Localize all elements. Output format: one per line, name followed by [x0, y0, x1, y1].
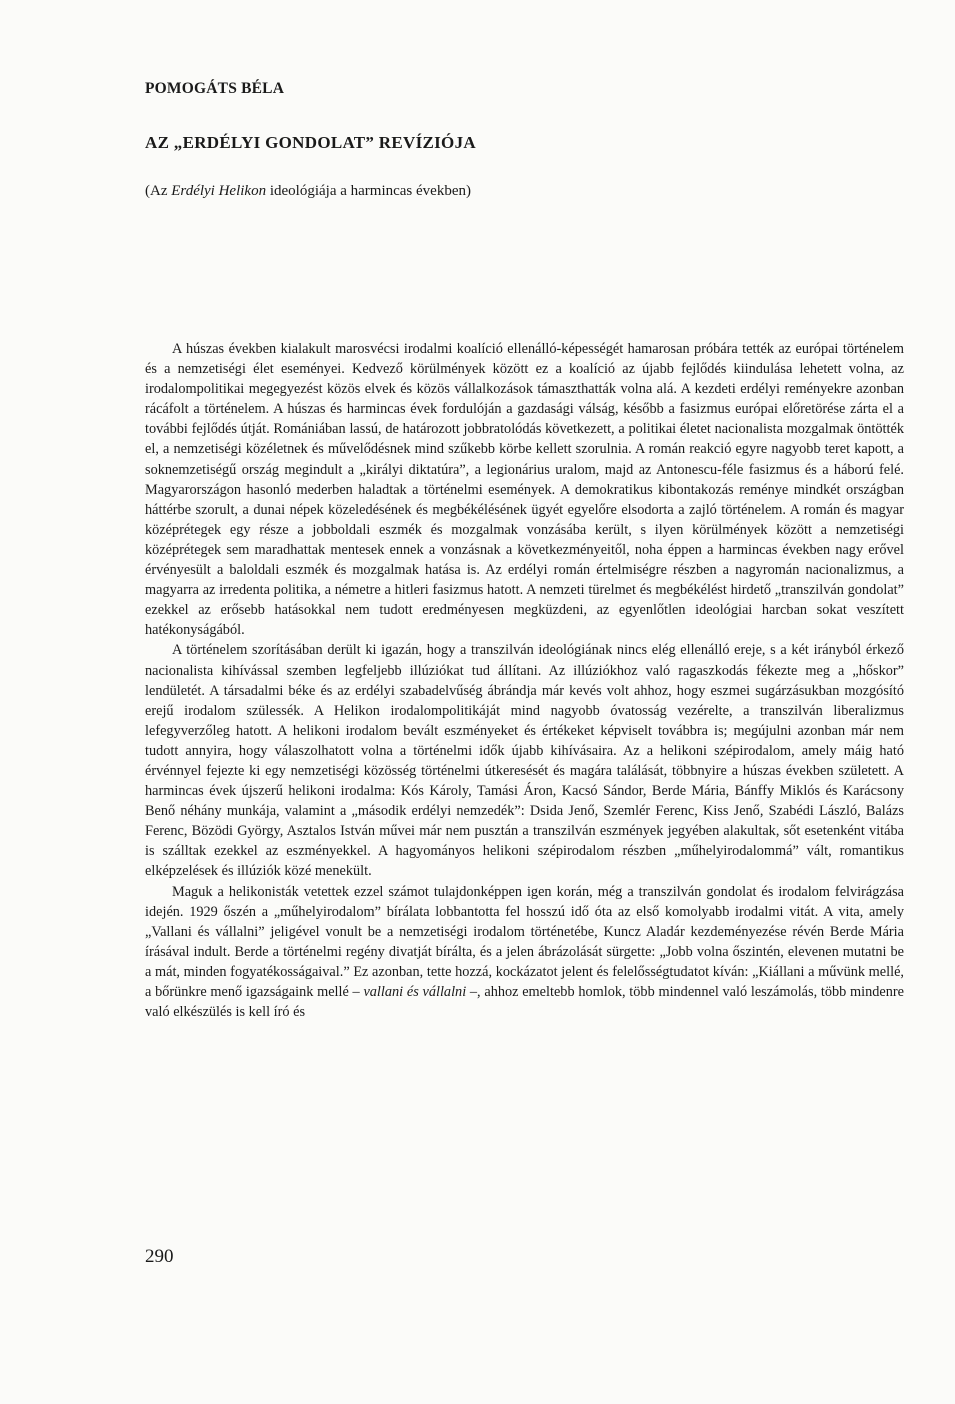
page-number: 290 [145, 1246, 174, 1267]
paragraph-3-text-b: –, ahhoz emeltebb homlok, több mindennel való leszámolás, több mindenre való elkészülés is kell író és [145, 984, 904, 1021]
paragraph-3-italic: vallani és vállalni [363, 984, 467, 1000]
subtitle-prefix: (Az [145, 183, 172, 199]
paragraph-3 [145, 882, 904, 1023]
subtitle-suffix: ideológiája a harmincas években) [266, 183, 471, 199]
article-body [145, 339, 904, 1022]
author-name: POMOGÁTS BÉLA [145, 80, 285, 97]
article-title: AZ „ERDÉLYI GONDOLAT” REVÍZIÓJA [145, 133, 476, 152]
article-subtitle [145, 183, 471, 200]
paragraph-3-text-a: Maguk a helikonisták vetettek ezzel számot tulajdonképpen igen korán, még a transzilván gondolat és irodalom felvirágzása idején. 1929 őszén a „műhelyirodalom” bírálata lobbantotta fel hosszú idő óta az első komolyabb irodalmi vitát. A vita, amely „Vallani és vállalni” jeligével vonult be a nemzetiségi irodalom történetébe, Kuncz Aladár kezdeményezése révén Berde Mária írásával indult. Berde a történelmi regény divatját bírálta, és a jelen ábrázolását sürgette: „Jobb volna őszintén, elevenen mutatni be a mát, minden fogyatékosságaival.” Ez azonban, tette hozzá, kockázatot jelent és felelősségtudatot kíván: „Kiállani a művünk mellé, a bőrünkre menő igazságaink mellé – [145, 883, 904, 1000]
paragraph-2: A történelem szorításában derült ki igazán, hogy a transzilván ideológiának nincs elég ellenálló ereje, s a két irányból érkező nacionalista kihívással szemben legfeljebb illúziókat tud állítani. Az illúziókhoz való ragaszkodás fékezte meg a „hőskor” lendületét. A társadalmi béke és az erdélyi szabadelvűség ábrándja már kevés volt ahhoz, hogy eszmei sugárzásukban mozgósító erejű irodalom szülessék. A Helikon irodalompolitikáját mind nagyobb óvatosság vezérelte, a transzilván liberalizmus lefegyverzőleg hatott. A helikoni irodalom bevált eszményeket és értékeket képviselt továbbra is; megújulni azonban már nem tudott annyira, hogy válaszolhatott volna a történelmi idők újabb kihívásaira. Az a helikoni szépirodalom, amely máig ható érvénnyel fejezte ki egy nemzetiségi közösség történelmi útkeresését és magára találását, többnyire a húszas években született. A harmincas évek újszerű helikoni irodalma: Kós Károly, Tamási Áron, Kacsó Sándor, Berde Mária, Bánffy Miklós és Karácsony Benő néhány munkája, valamint a „második erdélyi nemzedék”: Dsida Jenő, Szemlér Ferenc, Kiss Jenő, Szabédi László, Balázs Ferenc, Bözödi György, Asztalos István művei már nem pusztán a transzilván eszmények jegyében alakultak, sőt esetenként vitába is szálltak ezekkel az eszményekkel. A hagyományos helikoni szépirodalom részben „műhelyirodalommá” vált, romantikus elképzelések és illúziók közé menekült. [145, 642, 904, 880]
subtitle-journal-name: Erdélyi Helikon [171, 183, 267, 199]
paragraph-1: A húszas években kialakult marosvécsi irodalmi koalíció ellenálló-képességét hamarosan próbára tették az európai történelem és a nemzetiségi élet eseményei. Kedvező körülmények között ez a koalíció az újabb fejlődés kiindulása lehetett volna, az irodalompolitikai megegyezést közös elvek és közös vállalkozások támaszthatták volna alá. A kezdeti erdélyi reményekre azonban rácáfolt a történelem. A húszas és harmincas évek fordulóján a gazdasági válság, később a fasizmus európai előretörése zárta el a további fejlődés útját. Romániában lassú, de határozott jobbratolódás következett, a politikai életet nacionalista mozgalmak öntötték el, a nemzetiségi közéletnek és művelődésnek mind szűkebb körbe kellett szorulnia. A román reakció egyre nagyobb teret kapott, a soknemzetiségű ország megindult a „királyi diktatúra”, a legionárius uralom, majd az Antonescu-féle fasizmus és a háború felé. Magyarországon hasonló mederben haladtak a történelmi események. A demokratikus kibontakozás reménye mindkét országban háttérbe szorult, a dunai népek közeledésének és megbékélésének ügyét egyelőre elsodorta a zajló történelem. A román és magyar középrétegek egy része a jobboldali eszmék és mozgalmak vonzásába került, s ilyen körülmények között a nemzetiségi középrétegek sem maradhattak mentesek ennek a vonzásnak a következményeitől, noha éppen a harmincas években nagy erővel érvényesült a baloldali eszmék és mozgalmak hatása is. Az erdélyi román értelmiségre részben a nagyromán nacionalizmus, a magyarra az irredenta politika, a németre a hitleri fasizmus hatott. A nemzeti türelmet és megbékélést hirdető „transzilván gondolat” ezekkel az erősebb hatásokkal nem tudott eredményesen megküzdeni, az egyenlőtlen ideológiai harcban sokat veszített hatékonyságából. [145, 341, 904, 639]
